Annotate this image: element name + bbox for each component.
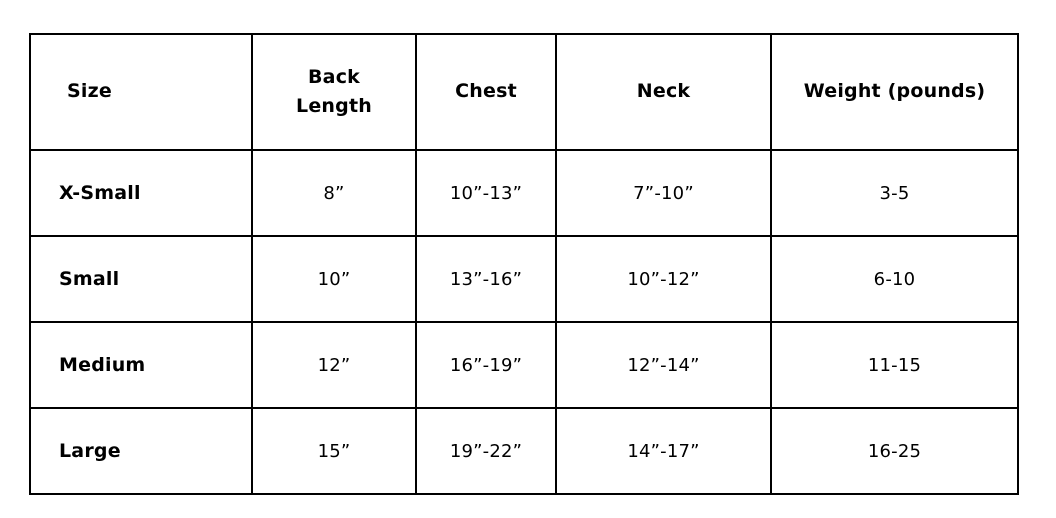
column-header-back-length-line-1: Back (307, 65, 360, 88)
cell-size: X-Small (30, 150, 252, 236)
size-chart-table-wrapper (29, 33, 1017, 495)
table-header-row (30, 34, 1018, 150)
column-header-neck-line-1: Neck (636, 80, 691, 103)
table-row (30, 236, 1018, 322)
cell-neck: 14”-17” (556, 408, 771, 494)
cell-back-length: 15” (252, 408, 416, 494)
column-header-size (30, 34, 252, 150)
column-header-chest (416, 34, 556, 150)
cell-chest: 13”-16” (416, 236, 556, 322)
table-row (30, 322, 1018, 408)
cell-size: Small (30, 236, 252, 322)
cell-size: Large (30, 408, 252, 494)
column-header-weight-line-1: Weight (pounds) (803, 80, 986, 103)
cell-weight: 3-5 (771, 150, 1018, 236)
cell-back-length: 10” (252, 236, 416, 322)
cell-size: Medium (30, 322, 252, 408)
cell-neck: 12”-14” (556, 322, 771, 408)
table-header (30, 34, 1018, 150)
cell-neck: 7”-10” (556, 150, 771, 236)
column-header-chest-line-1: Chest (455, 80, 517, 103)
cell-weight: 16-25 (771, 408, 1018, 494)
column-header-weight (771, 34, 1018, 150)
size-chart-table (29, 33, 1019, 495)
cell-neck: 10”-12” (556, 236, 771, 322)
cell-back-length: 12” (252, 322, 416, 408)
cell-chest: 19”-22” (416, 408, 556, 494)
cell-weight: 6-10 (771, 236, 1018, 322)
column-header-neck (556, 34, 771, 150)
cell-chest: 16”-19” (416, 322, 556, 408)
column-header-size-line-1: Size (67, 80, 112, 103)
cell-weight: 11-15 (771, 322, 1018, 408)
table-row (30, 150, 1018, 236)
table-body (30, 150, 1018, 494)
cell-back-length: 8” (252, 150, 416, 236)
table-row (30, 408, 1018, 494)
column-header-back-length-line-2: Length (296, 95, 372, 117)
cell-chest: 10”-13” (416, 150, 556, 236)
column-header-back-length (252, 34, 416, 150)
